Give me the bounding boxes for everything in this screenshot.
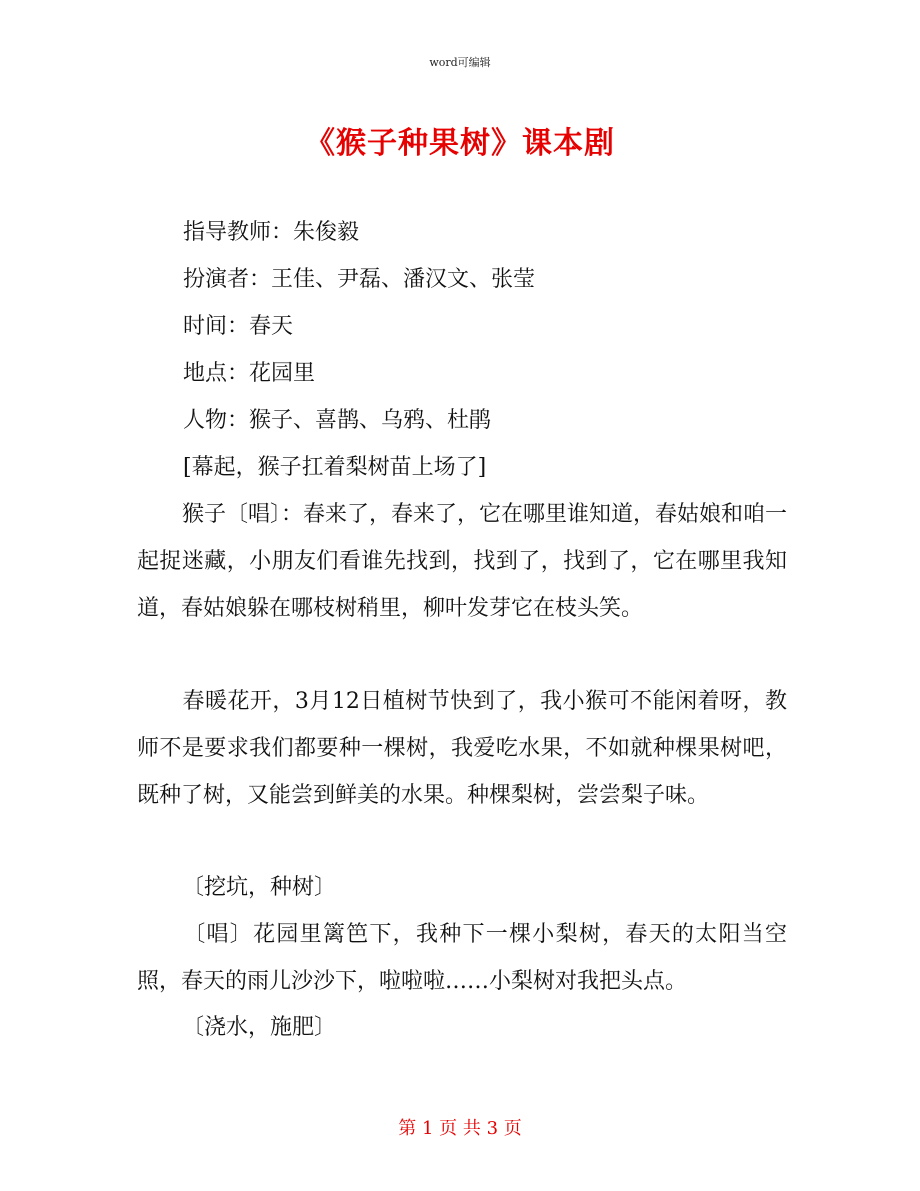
page-number: 第 1 页 共 3 页 [398,1118,522,1139]
meta-teacher: 指导教师：朱俊毅 [183,220,360,245]
paragraph-tree-day [137,678,787,819]
stage-direction-water [137,1004,787,1051]
paragraph-text: 〔唱〕花园里篱笆下，我种下一棵小梨树，春天的太阳当空照，春天的雨儿沙沙下，啦啦啦……小梨树对我把头点。 [137,922,787,994]
paragraph-text: 〔挖坑，种树〕 [182,875,337,900]
paragraph-text: 〔浇水，施肥〕 [182,1015,337,1040]
meta-time: 时间：春天 [183,314,294,339]
document-title: 《猴子种果树》课本剧 [305,126,615,161]
paragraph-text: 猴子〔唱〕：春来了，春来了，它在哪里谁知道，春姑娘和咱一起捉迷藏，小朋友们看谁先找到，找到了，找到了，它在哪里我知道，春姑娘躲在哪枝树稍里，柳叶发芽它在枝头笑。 [137,502,788,621]
paragraph-text: 春暖花开，3月12日植树节快到了，我小猴可不能闲着呀，教师不是要求我们都要种一棵树，我爱吃水果，不如就种棵果树吧，既种了树，又能尝到鲜美的水果。种棵梨树，尝尝梨子味。 [137,689,787,808]
header-note: word可编辑 [429,56,491,69]
paragraph-monkey-song [137,491,787,632]
paragraph-song-garden [137,911,787,1005]
meta-characters: 人物：猴子、喜鹊、乌鸦、杜鹃 [183,408,492,433]
stage-direction-opening: [幕起，猴子扛着梨树苗上场了] [183,455,487,480]
meta-cast: 扮演者：王佳、尹磊、潘汉文、张莹 [183,267,536,292]
meta-place: 地点：花园里 [183,361,316,386]
stage-direction-dig [137,864,787,911]
